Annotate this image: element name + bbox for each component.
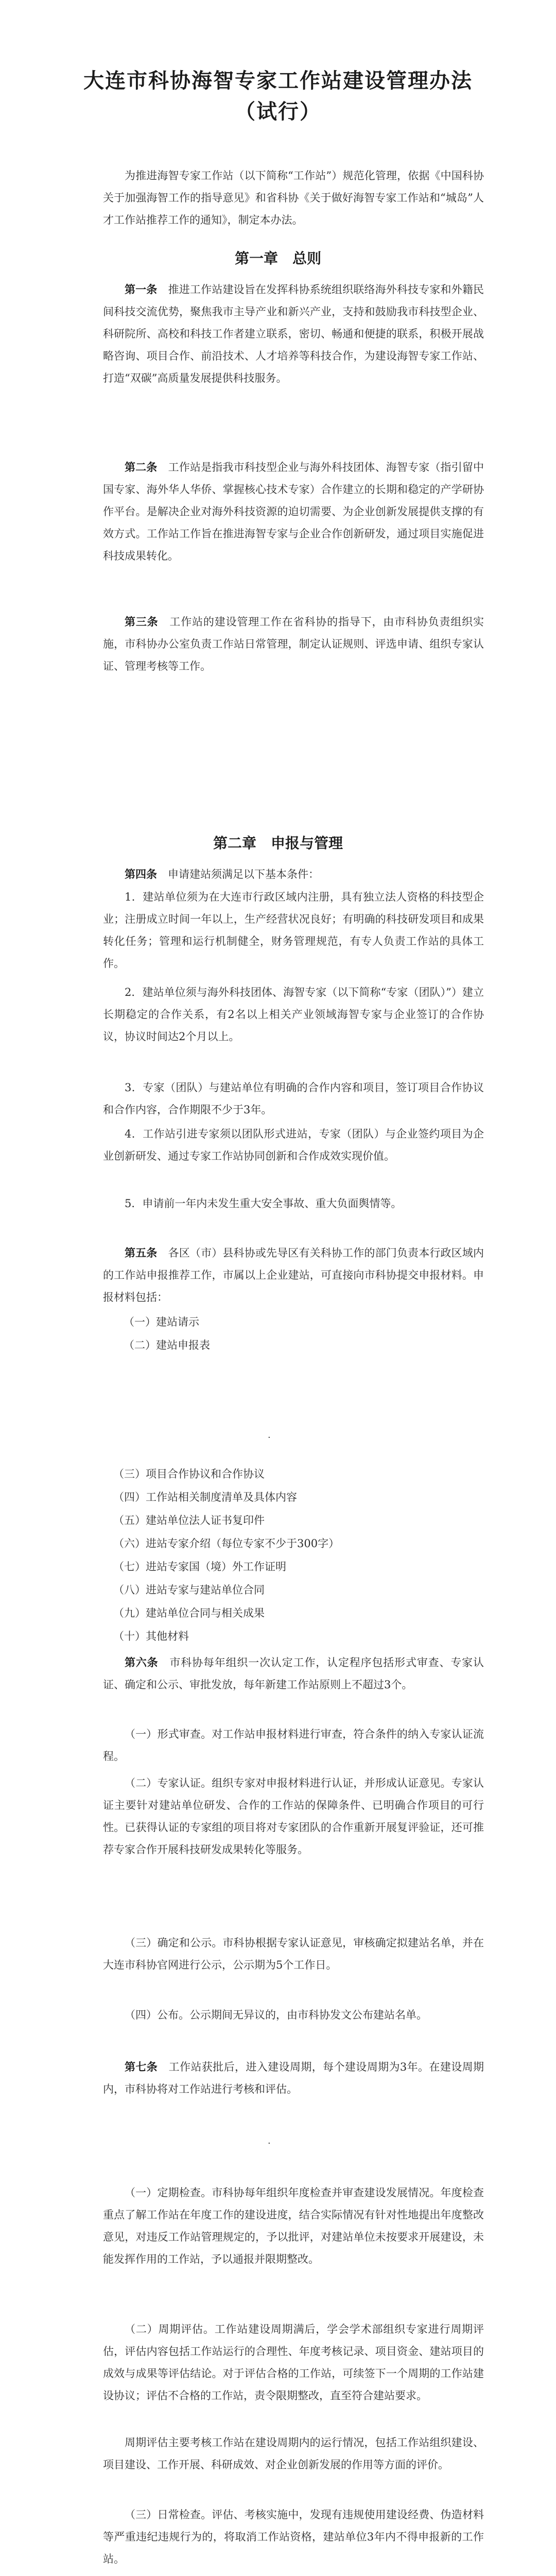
article-6-item: （四）公布。公示期间无异议的，由市科协发文公布建站名单。 — [125, 2009, 427, 2021]
article-text: 工作站是指我市科技型企业与海外科技团体、海智专家（指引留中国专家、海外华人华侨、掌握核心技术专家）合作建立的长期和稳定的产学研协作平台。是解决企业对海外科技资源的迫切需要、为企业创新发展提供支撑的有效方式。工作站工作旨在推进海智专家与企业合作创新研发，通过项目实施促进科技成果转化。 — [103, 461, 484, 562]
article-7-item: （二）周期评估。工作站建设周期满后，学会学术部组织专家进行周期评估，评估内容包括工作站运行的合理性、年度考核记录、项目资金、建站项目的成效与成果等评估结论。对于评估合格的工作站，可续签下一个周期的工作站建设协议；评估不合格的工作站，责令限期整改，直至符合建站要求。 — [103, 2323, 484, 2402]
article-1 — [103, 278, 484, 389]
page-break-mark: · — [268, 1432, 271, 1443]
list-item: （六）进站专家介绍（每位专家不少于300字） — [113, 1537, 340, 1550]
article-label: 第三条 — [125, 615, 159, 628]
article-6-item: （一）形式审查。对工作站申报材料进行审查，符合条件的纳入专家认证流程。 — [103, 1728, 484, 1762]
article-3 — [103, 611, 484, 677]
list-item: （九）建站单位合同与相关成果 — [113, 1607, 265, 1619]
article-6-item: （三）确定和公示。市科协根据专家认证意见，审核确定拟建站名单，并在大连市科协官网进行公示，公示期为5个工作日。 — [103, 1937, 484, 1971]
document-subtitle: （试行） — [235, 99, 321, 124]
page-break-mark: · — [268, 2138, 271, 2149]
article-4 — [103, 863, 484, 886]
article-4-item: 1．建站单位须为在大连市行政区域内注册，具有独立法人资格的科技型企业；注册成立时间一年以上，生产经营状况良好；有明确的科技研发项目和成果转化任务；管理和运行机制健全，财务管理规范，有专人负责工作站的具体工作。 — [103, 891, 484, 970]
article-6-item: （二）专家认证。组织专家对申报材料进行认证，并形成认证意见。专家认证主要针对建站单位研发、合作的工作站的保障条件、已明确合作项目的可行性。已获得认证的专家组的项目将对专家团队的合作重新开展复评验证，还可推荐专家合作开展科技研发成果转化等服务。 — [103, 1777, 484, 1856]
article-7 — [103, 2056, 484, 2100]
article-text: 工作站获批后，进入建设周期，每个建设周期为3年。在建设周期内，市科协将对工作站进行考核和评估。 — [103, 2061, 484, 2095]
article-text: 推进工作站建设旨在发挥科协系统组织联络海外科技专家和外籍民间科技交流优势，聚焦我市主导产业和新兴产业，支持和鼓励我市科技型企业、科研院所、高校和科技工作者建立联系，密切、畅通和便捷的联系，积极开展战略咨询、项目合作、前沿技术、人才培养等科技合作，为建设海智专家工作站、打造“双碳”高质量发展提供科技服务。 — [103, 283, 484, 384]
article-7-item: 周期评估主要考核工作站在建设周期内的运行情况，包括工作站组织建设、项目建设、工作开展、科研成效、对企业创新发展的作用等方面的评价。 — [103, 2436, 484, 2471]
article-4-item: 4．工作站引进专家须以团队形式进站，专家（团队）与企业签约项目为企业创新研发、通过专家工作站协同创新和合作成效实现价值。 — [103, 1128, 484, 1162]
article-7-item: （一）定期检查。市科协每年组织年度检查并审查建设发展情况。年度检查重点了解工作站在年度工作的建设进度，结合实际情况有针对性地提出年度整改意见，对违反工作站管理规定的，予以批评，对建站单位未按要求开展建设，未能发挥作用的工作站，予以通报并限期整改。 — [103, 2187, 484, 2265]
article-label: 第二条 — [125, 461, 158, 473]
chapter-1-title: 第一章 总则 — [234, 250, 321, 267]
chapter-2-title: 第二章 申报与管理 — [213, 835, 343, 852]
list-item: （十）其他材料 — [113, 1630, 189, 1642]
article-label: 第六条 — [125, 1656, 159, 1669]
article-label: 第七条 — [125, 2060, 158, 2073]
list-item: （一）建站请示 — [124, 1316, 199, 1328]
article-text: 申请建站须满足以下基本条件： — [168, 868, 319, 880]
list-item: （三）项目合作协议和合作协议 — [113, 1468, 265, 1480]
article-5 — [103, 1242, 484, 1309]
article-label: 第四条 — [125, 868, 157, 880]
list-item: （七）进站专家国（境）外工作证明 — [113, 1561, 286, 1573]
article-text: 市科协每年组织一次认定工作，认定程序包括形式审查、专家认证、确定和公示、审批发放，每年新建工作站原则上不超过3个。 — [103, 1656, 484, 1691]
article-7-item: （三）日常检查。评估、考核实施中，发现有违规使用建设经费、伪造材料等严重违纪违规行为的，将取消工作站资格，建站单位3年内不得申报新的工作站。 — [103, 2509, 484, 2565]
document-title: 大连市科协海智专家工作站建设管理办法 — [83, 69, 473, 93]
list-item: （二）建站申报表 — [124, 1339, 210, 1351]
list-item: （五）建站单位法人证书复印件 — [113, 1514, 265, 1527]
article-text: 工作站的建设管理工作在省科协的指导下，由市科协负责组织实施，市科协办公室负责工作站日常管理，制定认证规则、评选申请、组织专家认证、管理考核等工作。 — [103, 616, 484, 672]
article-6 — [103, 1651, 484, 1696]
article-text: 各区（市）县科协或先导区有关科协工作的部门负责本行政区域内的工作站申报推荐工作，市属以上企业建站，可直接向市科协提交申报材料。申报材料包括： — [103, 1247, 484, 1303]
article-4-item: 2．建站单位须与海外科技团体、海智专家（以下简称“专家（团队）”）建立长期稳定的合作关系，有2名以上相关产业领域海智专家与企业签订的合作协议，协议时间达2个月以上。 — [103, 986, 484, 1043]
article-4-item: 3．专家（团队）与建站单位有明确的合作内容和项目，签订项目合作协议和合作内容，合作期限不少于3年。 — [103, 1081, 484, 1116]
list-item: （四）工作站相关制度清单及具体内容 — [113, 1491, 297, 1503]
list-item: （八）进站专家与建站单位合同 — [113, 1584, 265, 1596]
article-2 — [103, 456, 484, 567]
article-label: 第一条 — [125, 283, 158, 296]
article-label: 第五条 — [125, 1246, 158, 1259]
article-4-item: 5．申请前一年内未发生重大安全事故、重大负面舆情等。 — [125, 1197, 402, 1210]
preamble-paragraph: 为推进海智专家工作站（以下简称“工作站”）规范化管理，依据《中国科协关于加强海智工作的指导意见》和省科协《关于做好海智专家工作站和“城岛”人才工作站推荐工作的通知》，制定本办法。 — [103, 170, 484, 226]
